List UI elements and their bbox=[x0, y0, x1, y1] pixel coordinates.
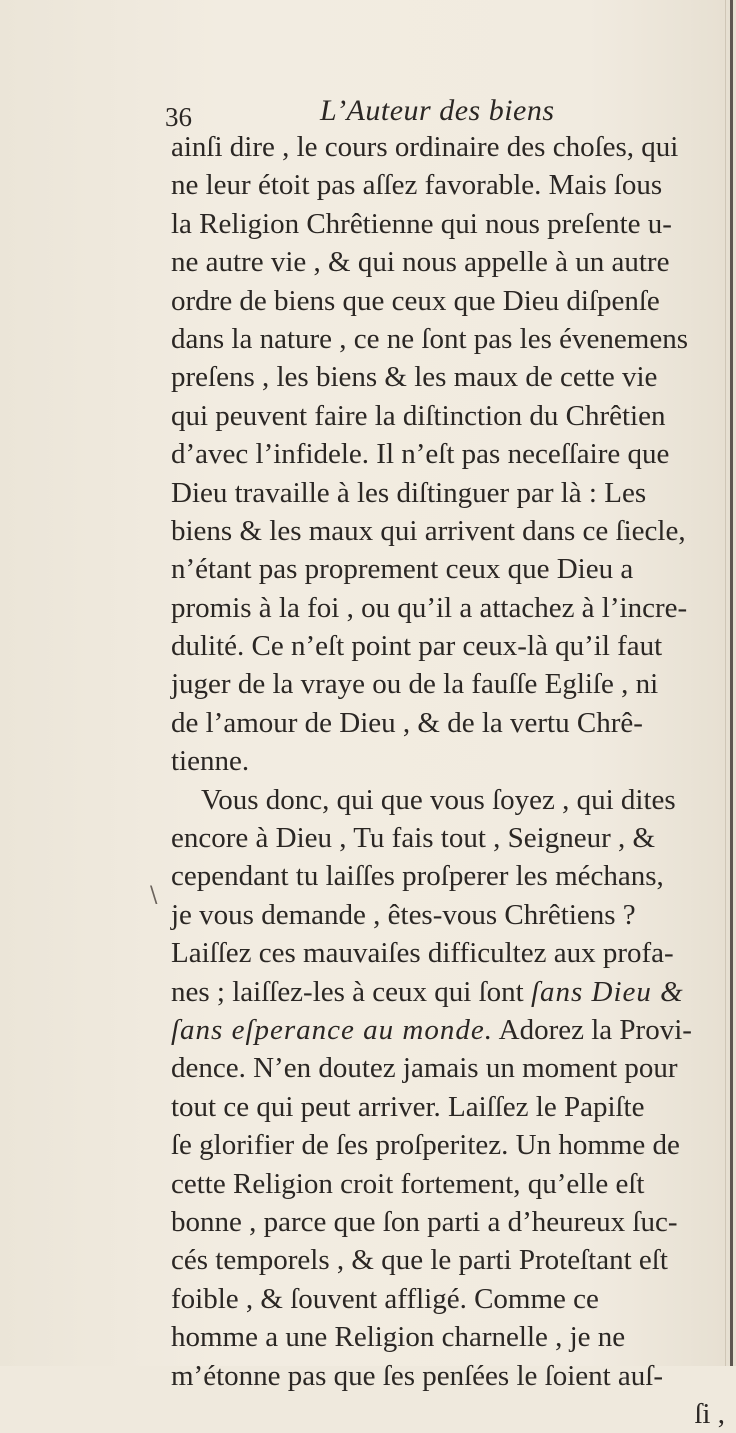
text-line: tienne. bbox=[171, 745, 250, 778]
text-line: cette Religion croit fortement, qu’elle eſt bbox=[171, 1167, 645, 1200]
text-line: tout ce qui peut arriver. Laiſſez le Papiſte bbox=[171, 1090, 645, 1123]
italic-quote: ſans eſperance au monde. bbox=[171, 1013, 493, 1046]
text-line: cés temporels , & que le parti Proteſtant eſt bbox=[171, 1244, 668, 1277]
text-line: ne autre vie , & qui nous appelle à un autre bbox=[171, 246, 670, 279]
roman-text: nes ; laiſſez-les à ceux qui ſont bbox=[171, 975, 531, 1008]
running-title: L’Auteur des biens bbox=[320, 94, 555, 127]
text-line: Dieu travaille à les diſtinguer par là : Les bbox=[171, 476, 647, 509]
text-line: dulité. Ce n’eſt point par ceux-là qu’il faut bbox=[171, 630, 663, 663]
body-text bbox=[171, 128, 733, 1430]
text-line: je vous demande , êtes-vous Chrêtiens ? bbox=[171, 898, 636, 931]
text-line: la Religion Chrêtienne qui nous preſente u- bbox=[171, 207, 672, 240]
page-number: 36 bbox=[165, 102, 192, 132]
text-line: preſens , les biens & les maux de cette vie bbox=[171, 361, 658, 394]
text-line: juger de la vraye ou de la fauſſe Egliſe , ni bbox=[171, 668, 659, 701]
text-line: ainſi dire , le cours ordinaire des choſes, qui bbox=[171, 131, 679, 163]
text-line: m’étonne pas que ſes penſées le ſoient auſ- bbox=[171, 1359, 664, 1392]
text-line: encore à Dieu , Tu fais tout , Seigneur , & bbox=[171, 822, 656, 855]
text-line: bonne , parce que ſon parti a d’heureux ſuc- bbox=[171, 1205, 678, 1238]
text-line: qui peuvent faire la diſtinction du Chrêtien bbox=[171, 399, 666, 432]
paragraph-start-line: Vous donc, qui que vous ſoyez , qui dites bbox=[201, 783, 676, 816]
text-line: de l’amour de Dieu , & de la vertu Chrê- bbox=[171, 706, 643, 739]
text-line: dence. N’en doutez jamais un moment pour bbox=[171, 1052, 678, 1085]
margin-mark: \ bbox=[150, 883, 158, 908]
text-line: ordre de biens que ceux que Dieu diſpenſe bbox=[171, 284, 660, 317]
text-line bbox=[171, 973, 733, 1011]
text-line: ne leur étoit pas aſſez favorable. Mais ſous bbox=[171, 169, 663, 202]
text-line: foible , & ſouvent affligé. Comme ce bbox=[171, 1282, 599, 1315]
text-line: dans la nature , ce ne ſont pas les évenemens bbox=[171, 322, 688, 355]
text-line: cependant tu laiſſes proſperer les méchans, bbox=[171, 860, 664, 893]
text-line: d’avec l’infidele. Il n’eſt pas neceſſaire que bbox=[171, 438, 670, 471]
text-line: n’étant pas proprement ceux que Dieu a bbox=[171, 553, 634, 586]
text-line: ſi , bbox=[694, 1397, 725, 1430]
italic-quote: ſans Dieu & bbox=[530, 975, 684, 1008]
text-line: Laiſſez ces mauvaiſes difficultez aux profa- bbox=[171, 937, 674, 970]
roman-text: Adorez la Provi- bbox=[493, 1013, 692, 1046]
text-line: promis à la foi , ou qu’il a attachez à l’incre- bbox=[171, 591, 688, 624]
text-line: biens & les maux qui arrivent dans ce ſiecle, bbox=[171, 514, 686, 547]
text-line: ſe glorifier de ſes proſperitez. Un homme de bbox=[171, 1129, 680, 1162]
text-line bbox=[171, 1011, 733, 1049]
running-head bbox=[165, 88, 725, 132]
text-line: homme a une Religion charnelle , je ne bbox=[171, 1321, 626, 1354]
